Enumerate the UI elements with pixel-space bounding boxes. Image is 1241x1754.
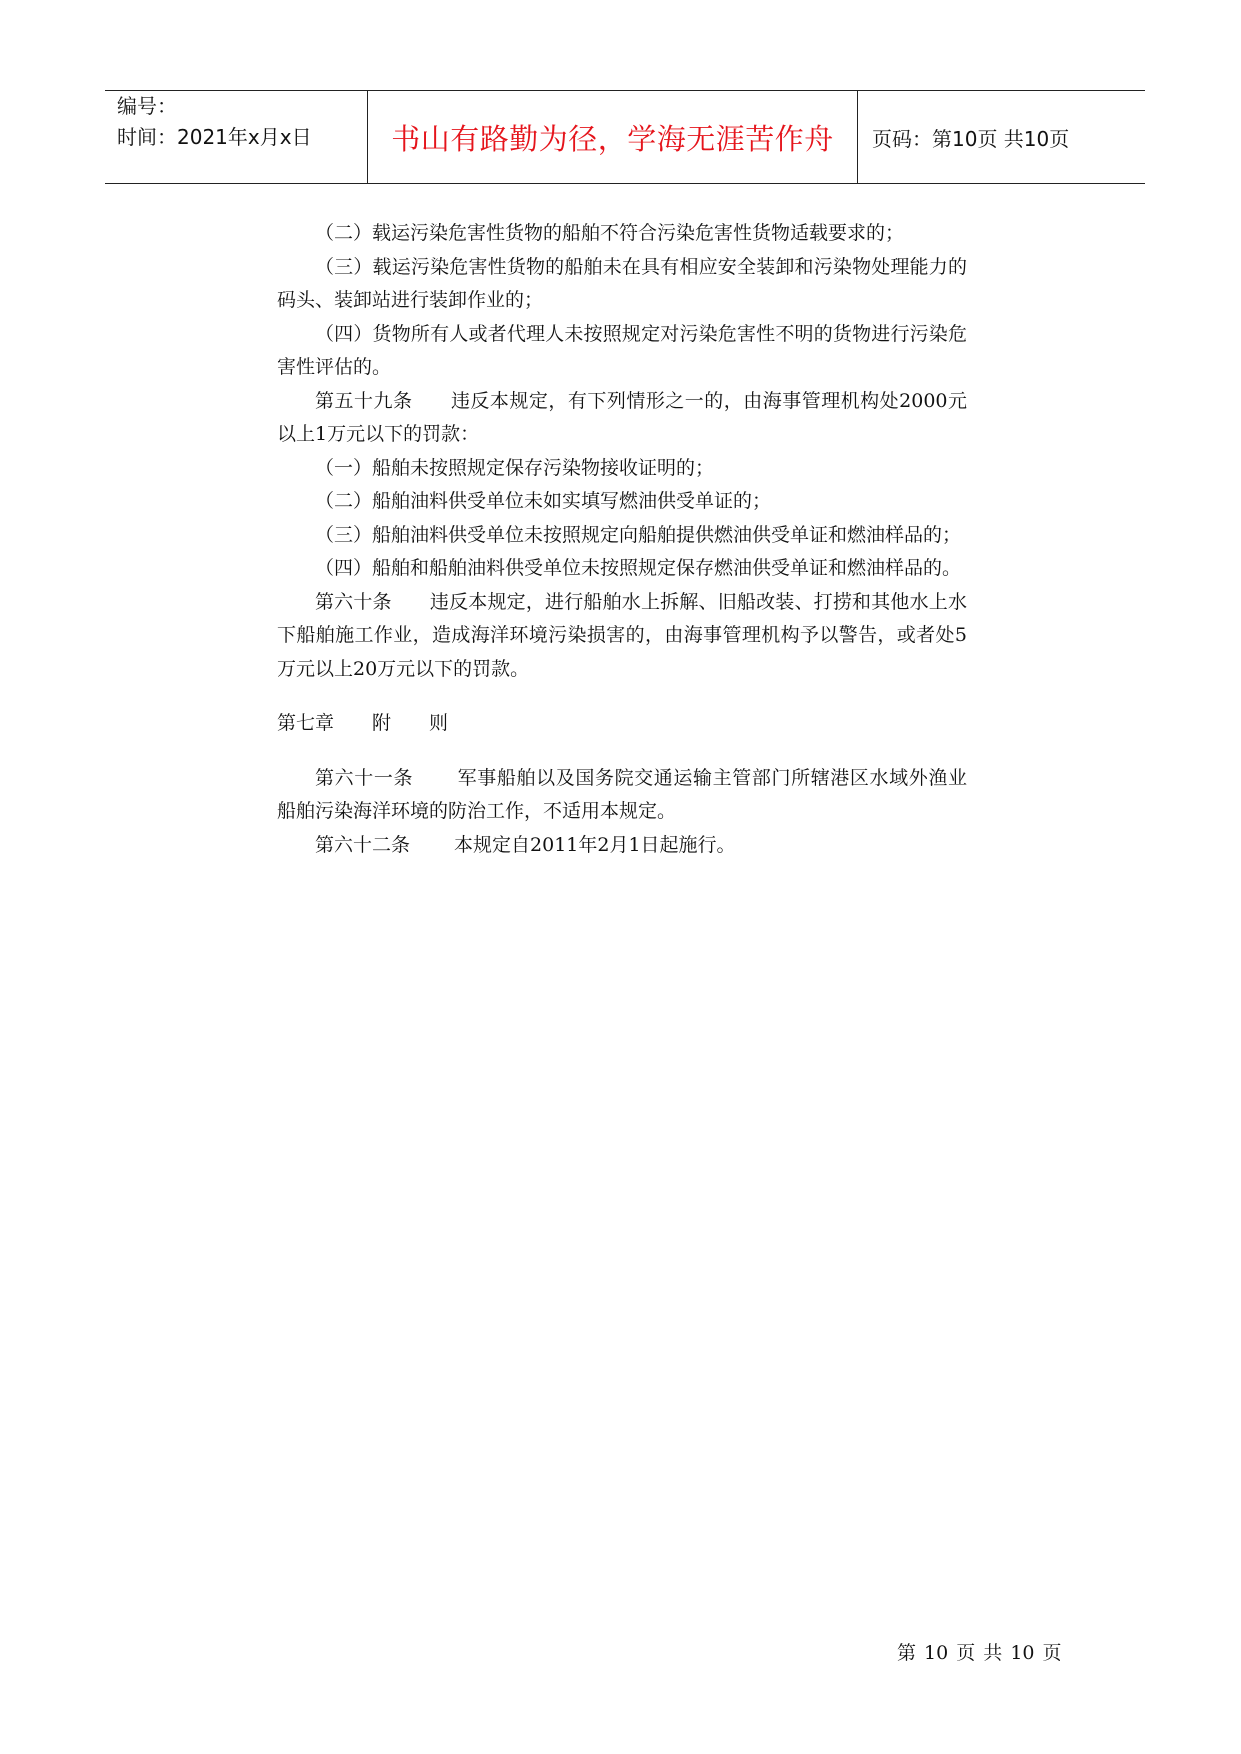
art59-clause-2: （二）船舶油料供受单位未如实填写燃油供受单证的；: [315, 490, 772, 512]
page-header: [105, 90, 1145, 184]
article-62: [277, 829, 967, 863]
clause-3: （三）载运污染危害性货物的船舶未在具有相应安全装卸和污染物处理能力的码头、装卸站进行装卸作业的；: [277, 255, 967, 311]
article-59-title: 第五十九条: [315, 389, 413, 412]
article-60-text: 违反本规定，进行船舶水上拆解、旧船改装、打捞和其他水上水下船舶施工作业，造成海洋环境污染损害的，由海事管理机构予以警告，或者处5万元以上20万元以下的罚款。: [277, 590, 967, 680]
art59-clause-4: （四）船舶和船舶油料供受单位未按照规定保存燃油供受单证和燃油样品的。: [315, 557, 962, 579]
document-body: [277, 217, 967, 862]
article-60: [277, 586, 967, 687]
chapter-heading: [277, 707, 967, 741]
chapter-name: 附 则: [372, 712, 449, 734]
header-page-info: 页码：第10页 共10页: [872, 126, 1070, 151]
header-meta: [105, 91, 368, 183]
header-motto: 书山有路勤为径，学海无涯苦作舟: [368, 91, 858, 183]
article-62-title: 第六十二条: [315, 833, 411, 856]
article-61-text: 军事船舶以及国务院交通运输主管部门所辖港区水域外渔业船舶污染海洋环境的防治工作，不适用本规定。: [277, 766, 967, 822]
article-59-text: 违反本规定，有下列情形之一的，由海事管理机构处2000元以上1万元以下的罚款：: [277, 389, 967, 445]
page-footer: 第 10 页 共 10 页: [897, 1642, 1062, 1664]
document-number-label: 编号：: [117, 94, 177, 118]
article-59: [277, 385, 967, 452]
document-time-label: 时间：2021年x月x日: [117, 125, 312, 149]
article-60-title: 第六十条: [315, 590, 392, 613]
art59-clause-1: （一）船舶未按照规定保存污染物接收证明的；: [315, 456, 715, 479]
article-61: [277, 762, 967, 829]
clause-4: （四）货物所有人或者代理人未按照规定对污染危害性不明的货物进行污染危害性评估的。: [277, 322, 967, 378]
chapter-number: 第七章: [277, 712, 335, 734]
article-61-title: 第六十一条: [315, 766, 414, 789]
art59-clause-3: （三）船舶油料供受单位未按照规定向船舶提供燃油供受单证和燃油样品的；: [315, 523, 962, 546]
clause-2: （二）载运污染危害性货物的船舶不符合污染危害性货物适载要求的；: [315, 222, 905, 244]
article-62-text: 本规定自2011年2月1日起施行。: [454, 833, 736, 856]
